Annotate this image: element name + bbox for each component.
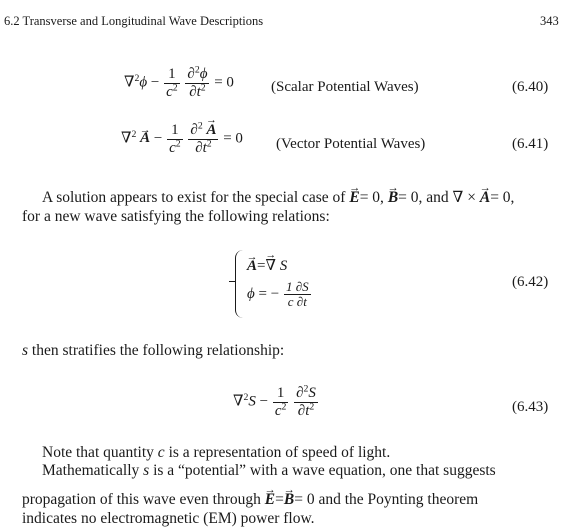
equation-number-6-40: (6.40) [512, 79, 549, 95]
fraction: $\frac{1}{c^2}$ [166, 66, 178, 100]
vector-A: → A [247, 258, 257, 275]
system-brace-tip [229, 281, 236, 282]
minus-sign: − [153, 130, 163, 147]
page-number: 343 [540, 14, 559, 28]
nabla-symbol: ∇ [121, 130, 132, 147]
equation-6-41 [121, 122, 243, 156]
vector-E: → E [265, 491, 275, 509]
paragraph-potential-line1: Mathematically s is a “potential” with a wave equation, one that suggests [42, 462, 496, 479]
vector-E: → E [349, 189, 359, 207]
paragraph-potential-line2: propagation of this wave even through → E=→ B= 0 and the Poynting theorem [22, 491, 478, 509]
fraction: $\frac{1 \partial S}{c \partial t}$ [285, 279, 309, 310]
equation-6-40 [124, 66, 234, 100]
partial-derivative-fraction: $\frac{\partial^2\phi}{\partial t^2}$ [187, 64, 208, 100]
vector-B: → B [284, 491, 294, 509]
minus-sign: − [259, 393, 269, 410]
paragraph-speed-of-light: Note that quantity c is a representation of speed of light. [42, 444, 391, 461]
vector-nabla: → ∇ [265, 256, 275, 275]
partial-derivative-fraction: $\frac{\partial^2S}{\partial t^2}$ [296, 383, 316, 419]
superscript: 2 [134, 73, 140, 85]
paragraph-special-case-line1: A solution appears to exist for the special case of → E= 0, → B= 0, and ∇ × → A= 0, [42, 188, 514, 207]
equation-6-43: ∇$^2$S − $\frac{1}{c^2}$ $\frac{\partial^2S}{\partial t^2}$ [233, 383, 316, 419]
equation-number-6-42: (6.42) [512, 274, 549, 290]
paragraph-special-case-line2: for a new wave satisfying the following relations: [22, 208, 330, 225]
running-header-section: 6.2 Transverse and Longitudinal Wave Descriptions [4, 14, 264, 28]
paragraph-stratifies: s then stratifies the following relationship: [22, 342, 285, 359]
vector-A: → A [140, 130, 150, 147]
equation-6-42-line2: ϕ = − $\frac{1 \partial S}{c \partial t}$ [247, 279, 309, 310]
equation-label-6-40: (Scalar Potential Waves) [271, 79, 419, 95]
vector-B: → B [388, 189, 398, 207]
superscript: 2 [131, 129, 137, 141]
vector-A: → A [480, 189, 490, 207]
partial-derivative-fraction: $\frac{\partial^2 \to A}{\partial t^2}$ [188, 122, 218, 156]
equation-6-42-line1: → A=→ ∇ S [247, 256, 287, 275]
nabla-symbol: ∇ [124, 74, 135, 91]
equation-number-6-41: (6.41) [512, 136, 549, 152]
equation-label-6-41: (Vector Potential Waves) [276, 136, 426, 152]
equals-zero: = 0 [214, 74, 234, 91]
equation-number-6-43: (6.43) [512, 399, 549, 415]
fraction: $\frac{1}{c^2}$ [274, 385, 287, 419]
phi-symbol: ϕ [139, 74, 148, 91]
system-brace [235, 250, 244, 318]
superscript: 2 [243, 392, 249, 404]
minus-sign: − [150, 74, 160, 91]
nabla-symbol: ∇ [233, 393, 244, 410]
paragraph-potential-line3: indicates no electromagnetic (EM) power flow. [22, 510, 315, 527]
equals-zero: = 0 [223, 130, 243, 147]
fraction: $\frac{1}{c^2}$ [169, 122, 181, 156]
